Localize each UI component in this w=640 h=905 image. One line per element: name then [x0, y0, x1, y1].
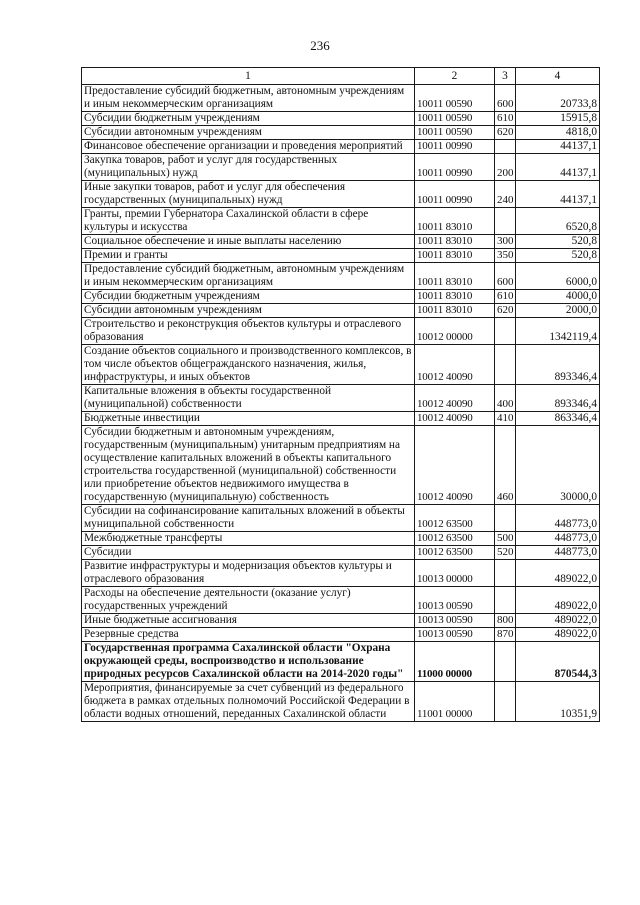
- row-name-cell: Субсидии автономным учреждениям: [82, 126, 415, 140]
- table-row: [82, 85, 600, 112]
- row-sum-cell: 10351,9: [516, 682, 600, 722]
- budget-table: [81, 67, 600, 722]
- row-sum-cell: 893346,4: [516, 385, 600, 412]
- row-name-cell: Иные закупки товаров, работ и услуг для обеспечения государственных (муниципальных) нужд: [82, 181, 415, 208]
- row-code-cell: 10011 83010: [415, 290, 495, 304]
- table-row: [82, 290, 600, 304]
- row-type-cell: [495, 505, 516, 532]
- row-type-cell: [495, 560, 516, 587]
- row-code-cell: 11001 00000: [415, 682, 495, 722]
- row-name-cell: Межбюджетные трансферты: [82, 532, 415, 546]
- table-header-row: [82, 68, 600, 85]
- row-code-cell: 10011 00990: [415, 154, 495, 181]
- row-type-cell: 520: [495, 546, 516, 560]
- row-name-cell: Иные бюджетные ассигнования: [82, 614, 415, 628]
- row-code-cell: 10011 83010: [415, 208, 495, 235]
- row-code-cell: 10012 40090: [415, 412, 495, 426]
- row-name-cell: Закупка товаров, работ и услуг для государственных (муниципальных) нужд: [82, 154, 415, 181]
- row-type-cell: [495, 208, 516, 235]
- row-sum-cell: 44137,1: [516, 181, 600, 208]
- row-type-cell: 600: [495, 85, 516, 112]
- table-row: [82, 154, 600, 181]
- row-sum-cell: 2000,0: [516, 304, 600, 318]
- row-name-cell: Строительство и реконструкция объектов культуры и отраслевого образования: [82, 318, 415, 345]
- table-row: [82, 587, 600, 614]
- row-name-cell: Социальное обеспечение и иные выплаты населению: [82, 235, 415, 249]
- row-code-cell: 10011 83010: [415, 263, 495, 290]
- row-code-cell: 10012 40090: [415, 345, 495, 385]
- page-number: 236: [310, 38, 330, 53]
- table-row: [82, 140, 600, 154]
- row-type-cell: [495, 318, 516, 345]
- row-type-cell: 200: [495, 154, 516, 181]
- table-row: [82, 682, 600, 722]
- row-sum-cell: 448773,0: [516, 546, 600, 560]
- row-sum-cell: 30000,0: [516, 426, 600, 505]
- table-row: [82, 560, 600, 587]
- row-code-cell: 10012 00000: [415, 318, 495, 345]
- row-code-cell: 10013 00590: [415, 587, 495, 614]
- table-row: [82, 126, 600, 140]
- row-type-cell: 350: [495, 249, 516, 263]
- row-name-cell: Капитальные вложения в объекты государственной (муниципальной) собственности: [82, 385, 415, 412]
- row-type-cell: 610: [495, 112, 516, 126]
- table-row: [82, 532, 600, 546]
- row-name-cell: Субсидии на софинансирование капитальных вложений в объекты муниципальной собственности: [82, 505, 415, 532]
- row-sum-cell: 20733,8: [516, 85, 600, 112]
- row-name-cell: Предоставление субсидий бюджетным, автономным учреждениям и иным некоммерческим организациям: [82, 263, 415, 290]
- row-code-cell: 10012 63500: [415, 532, 495, 546]
- row-sum-cell: 863346,4: [516, 412, 600, 426]
- row-name-cell: Субсидии бюджетным учреждениям: [82, 112, 415, 126]
- row-name-cell: Мероприятия, финансируемые за счет субвенций из федерального бюджета в рамках отдельных полномочий Российской Федерации в области водных отношений, переданных Сахалинской области: [82, 682, 415, 722]
- row-type-cell: 870: [495, 628, 516, 642]
- row-code-cell: 10011 00590: [415, 85, 495, 112]
- row-code-cell: 10012 63500: [415, 505, 495, 532]
- row-name-cell: Государственная программа Сахалинской области "Охрана окружающей среды, воспроизводство и использование природных ресурсов Сахалинской области на 2014-2020 годы": [82, 642, 415, 682]
- row-sum-cell: 448773,0: [516, 532, 600, 546]
- row-sum-cell: 489022,0: [516, 614, 600, 628]
- row-code-cell: 10013 00590: [415, 614, 495, 628]
- row-code-cell: 10012 40090: [415, 385, 495, 412]
- row-code-cell: 10011 00990: [415, 181, 495, 208]
- row-name-cell: Гранты, премии Губернатора Сахалинской области в сфере культуры и искусства: [82, 208, 415, 235]
- row-sum-cell: 489022,0: [516, 560, 600, 587]
- row-type-cell: [495, 587, 516, 614]
- table-row: [82, 318, 600, 345]
- row-code-cell: 10011 83010: [415, 235, 495, 249]
- table-row: [82, 235, 600, 249]
- row-code-cell: 10013 00000: [415, 560, 495, 587]
- row-sum-cell: 6000,0: [516, 263, 600, 290]
- table-row: [82, 505, 600, 532]
- row-code-cell: 10011 83010: [415, 249, 495, 263]
- row-type-cell: 500: [495, 532, 516, 546]
- header-col-4: 4: [516, 68, 600, 85]
- row-sum-cell: 520,8: [516, 249, 600, 263]
- row-type-cell: 600: [495, 263, 516, 290]
- row-sum-cell: 489022,0: [516, 587, 600, 614]
- row-code-cell: 10011 83010: [415, 304, 495, 318]
- row-type-cell: 300: [495, 235, 516, 249]
- table-row: [82, 181, 600, 208]
- row-type-cell: 410: [495, 412, 516, 426]
- row-type-cell: [495, 682, 516, 722]
- row-type-cell: [495, 345, 516, 385]
- row-name-cell: Резервные средства: [82, 628, 415, 642]
- table-row: [82, 426, 600, 505]
- table-row: [82, 345, 600, 385]
- row-type-cell: 240: [495, 181, 516, 208]
- row-type-cell: 460: [495, 426, 516, 505]
- table-row: [82, 628, 600, 642]
- table-row: [82, 304, 600, 318]
- table-row: [82, 546, 600, 560]
- row-type-cell: 400: [495, 385, 516, 412]
- row-type-cell: [495, 140, 516, 154]
- table-row: [82, 385, 600, 412]
- row-code-cell: 11000 00000: [415, 642, 495, 682]
- header-col-1: 1: [82, 68, 415, 85]
- table-row: [82, 412, 600, 426]
- row-sum-cell: 448773,0: [516, 505, 600, 532]
- header-col-2: 2: [415, 68, 495, 85]
- row-sum-cell: 1342119,4: [516, 318, 600, 345]
- row-sum-cell: 6520,8: [516, 208, 600, 235]
- row-type-cell: [495, 642, 516, 682]
- row-name-cell: Субсидии: [82, 546, 415, 560]
- row-code-cell: 10011 00590: [415, 112, 495, 126]
- row-sum-cell: 4000,0: [516, 290, 600, 304]
- row-type-cell: 620: [495, 126, 516, 140]
- row-name-cell: Премии и гранты: [82, 249, 415, 263]
- row-name-cell: Субсидии бюджетным учреждениям: [82, 290, 415, 304]
- row-name-cell: Создание объектов социального и производственного комплексов, в том числе объектов общегражданского назначения, жилья, инфраструктуры, и иных объектов: [82, 345, 415, 385]
- row-sum-cell: 44137,1: [516, 140, 600, 154]
- row-sum-cell: 15915,8: [516, 112, 600, 126]
- row-name-cell: Расходы на обеспечение деятельности (оказание услуг) государственных учреждений: [82, 587, 415, 614]
- header-col-3: 3: [495, 68, 516, 85]
- table-row: [82, 614, 600, 628]
- row-type-cell: 620: [495, 304, 516, 318]
- row-code-cell: 10012 40090: [415, 426, 495, 505]
- row-code-cell: 10012 63500: [415, 546, 495, 560]
- row-sum-cell: 44137,1: [516, 154, 600, 181]
- row-type-cell: 610: [495, 290, 516, 304]
- row-code-cell: 10013 00590: [415, 628, 495, 642]
- row-name-cell: Субсидии автономным учреждениям: [82, 304, 415, 318]
- row-sum-cell: 893346,4: [516, 345, 600, 385]
- row-name-cell: Финансовое обеспечение организации и проведения мероприятий: [82, 140, 415, 154]
- row-name-cell: Субсидии бюджетным и автономным учреждениям, государственным (муниципальным) унитарным предприятиям на осуществление капитальных вложений в объекты капитального строительства государственной (муниципальной) собственности или приобретение объектов недвижимого имущества в государственную (муниципальную) собственность: [82, 426, 415, 505]
- row-name-cell: Развитие инфраструктуры и модернизация объектов культуры и отраслевого образования: [82, 560, 415, 587]
- table-row: [82, 249, 600, 263]
- row-code-cell: 10011 00590: [415, 126, 495, 140]
- table-row: [82, 642, 600, 682]
- row-type-cell: 800: [495, 614, 516, 628]
- row-sum-cell: 489022,0: [516, 628, 600, 642]
- table-row: [82, 208, 600, 235]
- row-name-cell: Предоставление субсидий бюджетным, автономным учреждениям и иным некоммерческим организациям: [82, 85, 415, 112]
- row-name-cell: Бюджетные инвестиции: [82, 412, 415, 426]
- table-row: [82, 112, 600, 126]
- row-sum-cell: 870544,3: [516, 642, 600, 682]
- row-code-cell: 10011 00990: [415, 140, 495, 154]
- table-row: [82, 263, 600, 290]
- row-sum-cell: 4818,0: [516, 126, 600, 140]
- row-sum-cell: 520,8: [516, 235, 600, 249]
